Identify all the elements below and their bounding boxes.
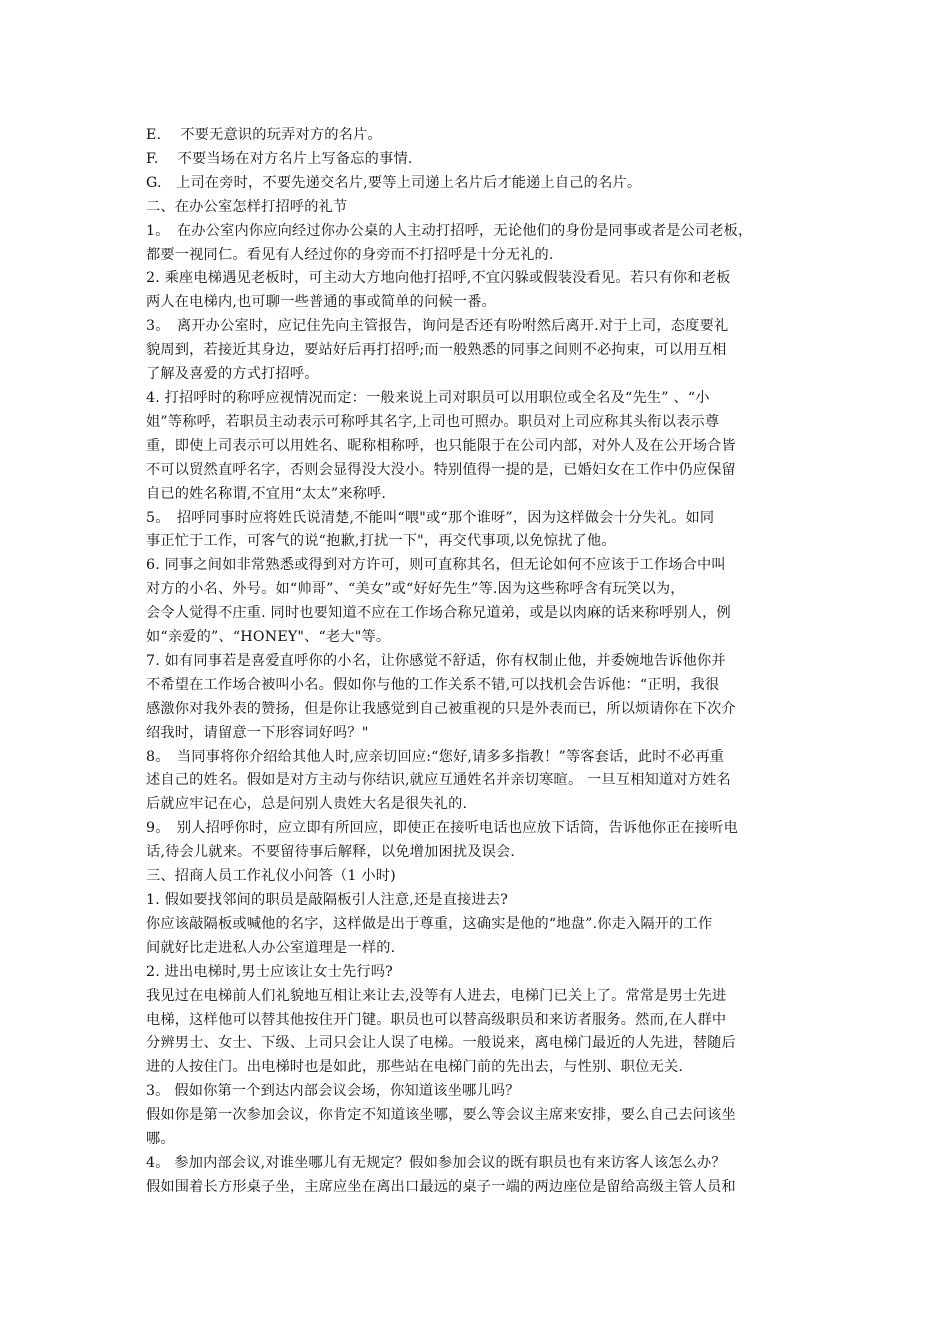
text-line: 事正忙于工作，可客气的说“抱歉,打扰一下"，再交代事项,以免惊扰了他。 xyxy=(146,533,616,550)
text-line: 电梯，这样他可以替其他按住开门键。职员也可以替高级职员和来访者服务。然而,在人群中 xyxy=(146,1011,727,1028)
text-line: 后就应牢记在心，总是问别人贵姓大名是很失礼的. xyxy=(146,796,468,813)
text-line: 9。 别人招呼你时，应立即有所回应，即使正在接听电话也应放下话筒，告诉他你正在接听电 xyxy=(146,820,739,837)
text-line: G. 上司在旁时，不要先递交名片,要等上司递上名片后才能递上自己的名片。 xyxy=(146,174,642,191)
text-line: 我见过在电梯前人们礼貌地互相让来让去,没等有人进去，电梯门已关上了。常常是男士先进 xyxy=(146,987,727,1004)
text-line: 1. 假如要找邻间的职员是敲隔板引人注意,还是直接进去? xyxy=(146,892,509,908)
text-line: F. 不要当场在对方名片上写备忘的事情. xyxy=(146,150,413,167)
text-line: 5。 招呼同事时应将姓氏说清楚,不能叫“喂"或“那个谁呀”，因为这样做会十分失礼。如同 xyxy=(146,509,715,526)
text-line: 4. 打招呼时的称呼应视情况而定：一般来说上司对职员可以用职位或全名及“先生” 、“小 xyxy=(146,389,710,406)
text-line: 会令人觉得不庄重. 同时也要知道不应在工作场合称兄道弟，或是以肉麻的话来称呼别人，例 xyxy=(146,605,731,622)
text-line: 对方的小名、外号。如“帅哥”、“美女”或“好好先生”等.因为这些称呼含有玩笑以为， xyxy=(146,581,685,598)
text-line: 都要一视同仁。看见有人经过你的身旁而不打招呼是十分无礼的. xyxy=(146,246,554,263)
text-line: 间就好比走进私人办公室道理是一样的. xyxy=(146,939,396,956)
text-line: 1。 在办公室内你应向经过你办公桌的人主动打招呼，无论他们的身份是同事或者是公司老板， xyxy=(146,222,753,239)
text-line: 话,待会儿就来。不要留待事后解释，以免增加困扰及误会. xyxy=(146,844,516,861)
text-line: 8。 当同事将你介绍给其他人时,应亲切回应:“您好,请多多指教！”等客套话，此时不必再重 xyxy=(146,748,725,765)
text-line: 哪。 xyxy=(146,1131,175,1148)
text-line: 姐”等称呼，若职员主动表示可称呼其名字,上司也可照办。职员对上司应称其头衔以表示尊 xyxy=(146,413,720,430)
text-line: 述自己的姓名。假如是对方主动与你结识,就应互通姓名并亲切寒暄。 一旦互相知道对方姓名 xyxy=(146,772,731,789)
text-line: 不希望在工作场合被叫小名。假如你与他的工作关系不错,可以找机会告诉他：“正明，我很 xyxy=(146,676,720,693)
text-line: 不可以贸然直呼名字，否则会显得没大没小。特别值得一提的是，已婚妇女在工作中仍应保留 xyxy=(146,461,736,478)
text-line: 3。 离开办公室时，应记住先向主管报告，询问是否还有吩咐然后离开.对于上司，态度要礼 xyxy=(146,318,729,335)
document-page xyxy=(146,124,836,1200)
text-line: 4。 参加内部会议,对谁坐哪儿有无规定？假如参加会议的既有职员也有来访客人该怎么办？ xyxy=(146,1154,726,1171)
text-line: 了解及喜爱的方式打招呼。 xyxy=(146,366,319,383)
text-line: 绍我时，请留意一下形容词好吗？" xyxy=(146,724,369,741)
text-line: 三、招商人员工作礼仪小问答（1 小时) xyxy=(146,868,396,885)
text-line: 进的人按住门。出电梯时也是如此，那些站在电梯门前的先出去，与性别、职位无关. xyxy=(146,1059,684,1076)
text-line: 貌周到，若接近其身边，要站好后再打招呼;而一般熟悉的同事之间则不必拘束，可以用互相 xyxy=(146,342,727,359)
text-line: 两人在电梯内,也可聊一些普通的事或简单的问候一番。 xyxy=(146,294,497,311)
text-line: 6. 同事之间如非常熟悉或得到对方许可，则可直称其名，但无论如何不应该于工作场合中叫 xyxy=(146,557,726,574)
text-line: 3。 假如你第一个到达内部会议会场，你知道该坐哪儿吗？ xyxy=(146,1083,520,1100)
text-line: 自已的姓名称谓,不宜用“太太”来称呼. xyxy=(146,485,387,502)
text-line: 二、在办公室怎样打招呼的礼节 xyxy=(146,198,348,215)
text-line: 你应该敲隔板或喊他的名字，这样做是出于尊重，这确实是他的“地盘”.你走入隔开的工作 xyxy=(146,915,713,932)
text-line: 2. 乘座电梯遇见老板时，可主动大方地向他打招呼,不宜闪躲或假装没看见。若只有你和老板 xyxy=(146,270,731,287)
text-line: 如“亲爱的”、“HONEY"、“老大"等。 xyxy=(146,629,391,646)
text-line: 感激你对我外表的赞扬，但是你让我感觉到自己被重视的只是外表而已，所以烦请你在下次介 xyxy=(146,700,736,717)
text-line: 分辨男士、女士、下级、上司只会让人误了电梯。一般说来，离电梯门最近的人先进，替随后 xyxy=(146,1035,736,1052)
text-line: 假如围着长方形桌子坐，主席应坐在离出口最远的桌子一端的两边座位是留给高级主管人员和 xyxy=(146,1178,736,1195)
text-line: 7. 如有同事若是喜爱直呼你的小名，让你感觉不舒适，你有权制止他，并委婉地告诉他你并 xyxy=(146,652,726,669)
text-line: 2. 进出电梯时,男士应该让女士先行吗? xyxy=(146,963,393,980)
text-line: E. 不要无意识的玩弄对方的名片。 xyxy=(146,127,382,143)
text-line: 重，即使上司表示可以用姓名、昵称相称呼，也只能限于在公司内部，对外人及在公开场合皆 xyxy=(146,437,736,454)
text-line: 假如你是第一次参加会议，你肯定不知道该坐哪，要么等会议主席来安排，要么自己去问该坐 xyxy=(146,1107,736,1124)
